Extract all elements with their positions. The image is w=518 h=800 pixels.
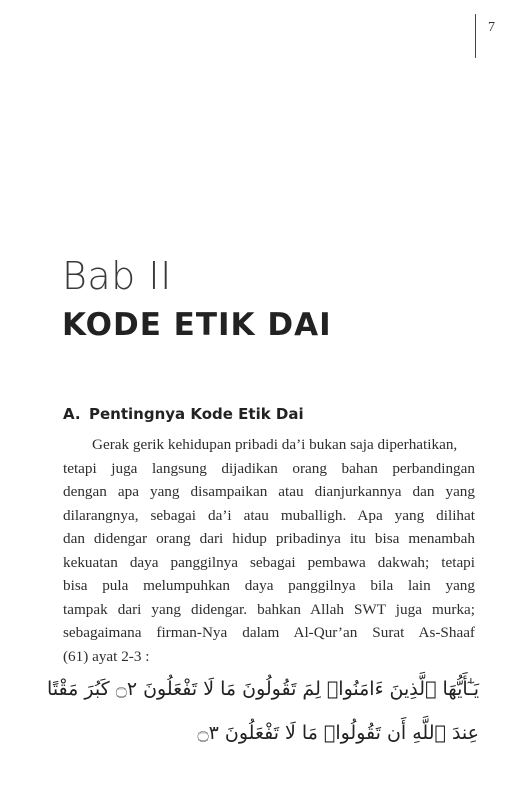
- chapter-title: KODE ETIK DAI: [62, 307, 332, 343]
- section-title: Pentingnya Kode Etik Dai: [89, 405, 304, 423]
- page-number: 7: [488, 20, 495, 35]
- paragraph-line: kekuatan daya panggilnya sebagai pembawa dakwah; tetapi: [63, 553, 475, 571]
- page-number-rule: [475, 14, 476, 58]
- arabic-verse-line-2: عِندَ ٱللَّهِ أَن تَقُولُوا۟ مَا لَا تَفْعَلُونَ ۝٣: [197, 722, 479, 744]
- paragraph-line: dilarangnya, sebagai da’i atau muballigh. Apa yang dilihat: [63, 506, 475, 524]
- paragraph-line: tetapi juga langsung dijadikan orang bahan perbandingan: [63, 459, 475, 477]
- paragraph-line: sebagaimana firman-Nya dalam Al-Qur’an Surat As-Shaaf: [63, 624, 475, 641]
- paragraph-line: (61) ayat 2-3 :: [63, 647, 150, 665]
- arabic-verse-line-1: يَـٰٓأَيُّهَا ٱلَّذِينَ ءَامَنُوا۟ لِمَ تَقُولُونَ مَا لَا تَفْعَلُونَ ۝٢ كَبُرَ مَقْتًا: [47, 678, 479, 700]
- paragraph-line: dan didengar orang dari hidup pribadinya itu bisa menambah: [63, 530, 475, 547]
- paragraph-line: dengan apa yang disampaikan atau dianjurkannya dan yang: [63, 483, 475, 500]
- paragraph-line: bisa pula melumpuhkan daya panggilnya bila lain yang: [63, 577, 475, 594]
- chapter-label: Bab II: [62, 254, 172, 298]
- section-label: A.: [63, 405, 81, 423]
- paragraph-line: Gerak gerik kehidupan pribadi da’i bukan saja diperhatikan,: [92, 436, 458, 453]
- paragraph-line: tampak dari yang didengar. bahkan Allah SWT juga murka;: [63, 600, 475, 618]
- section-heading: [63, 405, 304, 423]
- body-paragraph: [63, 433, 475, 668]
